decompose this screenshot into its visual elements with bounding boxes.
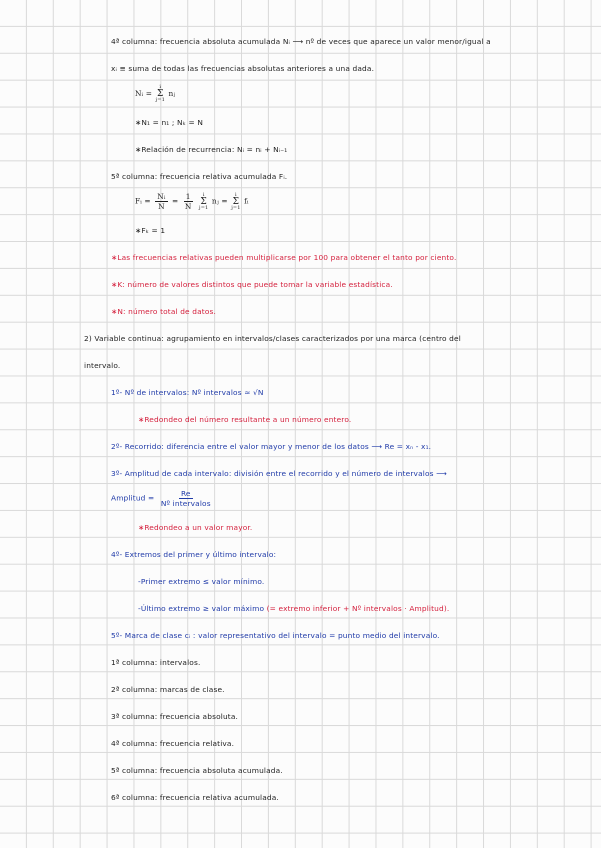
- summation: [231, 193, 240, 211]
- step-3-amplitude: 3º- Amplitud de cada intervalo: división entre el recorrido y el número de intervalos ⟶: [111, 469, 447, 478]
- note-round-integer: ∗Redondeo del número resultante a un número entero.: [138, 415, 352, 424]
- sum-top: i: [235, 191, 237, 198]
- sum-bottom: j=1: [155, 97, 165, 103]
- note-n-definition: ∗N: número total de datos.: [111, 307, 216, 316]
- fraction-denominator: N: [158, 202, 165, 211]
- amplitude-lhs: Amplitud =: [111, 493, 155, 503]
- fraction-one-over-n: [183, 192, 194, 211]
- step-4-extremes: 4º- Extremos del primer y último intervalo:: [111, 550, 277, 559]
- step-2-range: 2º- Recorrido: diferencia entre el valor mayor y menor de los datos ⟶ Re = xₙ - x₁.: [111, 442, 432, 451]
- cumulative-frequency-formula: [135, 85, 176, 103]
- sum-term: fᵢ: [244, 196, 249, 206]
- fraction-numerator: Nᵢ: [157, 192, 166, 201]
- note-percentage: ∗Las frecuencias relativas pueden multiplicarse por 100 para obtener el tanto por ciento.: [111, 253, 457, 262]
- recurrence-relation: ∗Relación de recurrencia: Nᵢ = nᵢ + Nᵢ₋₁: [135, 145, 288, 154]
- sum-sign: Σ: [232, 196, 240, 207]
- sum-sign: Σ: [200, 196, 207, 207]
- fraction-denominator: Nº intervalos: [160, 499, 211, 508]
- column-list-item: 4ª columna: frecuencia relativa.: [111, 739, 235, 748]
- column-5-description: 5ª columna: frecuencia relativa acumulada Fᵢ.: [111, 172, 288, 181]
- amplitude-fraction: [159, 489, 213, 508]
- column-4-description: 4ª columna: frecuencia absoluta acumulada Nᵢ ⟶ nº de veces que aparece un valor menor/igual a: [111, 37, 491, 46]
- equals-sign: =: [172, 196, 179, 206]
- note-round-up: ∗Redondeo a un valor mayor.: [138, 523, 253, 532]
- sum-bottom: j=1: [231, 204, 241, 211]
- fraction-denominator: N: [184, 202, 192, 211]
- fk-equals-one: ∗Fₖ = 1: [135, 226, 166, 235]
- column-list-item: 1ª columna: intervalos.: [111, 658, 201, 667]
- sum-top: i: [202, 191, 205, 198]
- summation: [199, 193, 208, 211]
- fraction-ni-over-n: [155, 192, 167, 211]
- sum-term: nⱼ =: [211, 196, 228, 206]
- column-4-description-cont: xᵢ ≡ suma de todas las frecuencias absolutas anteriores a una dada.: [111, 64, 375, 73]
- column-list-item: 3ª columna: frecuencia absoluta.: [111, 712, 239, 721]
- summation: [156, 85, 165, 103]
- formula-lhs: Nᵢ =: [135, 89, 153, 98]
- fraction-numerator: Re: [180, 489, 191, 498]
- section-continuous-variable: 2) Variable continua: agrupamiento en intervalos/clases caracterizados por una marca (centro del: [84, 334, 461, 343]
- note-k-definition: ∗K: número de valores distintos que puede tomar la variable estadística.: [111, 280, 393, 289]
- step-5-class-mark: 5º- Marca de clase cᵢ : valor representativo del intervalo = punto medio del intervalo.: [111, 631, 440, 640]
- formula-lhs: Fᵢ =: [135, 196, 151, 206]
- column-list-item: 5ª columna: frecuencia absoluta acumulada.: [111, 766, 283, 775]
- sum-sign: Σ: [157, 89, 164, 99]
- boundary-conditions: ∗N₁ = n₁ ; Nₖ = N: [135, 118, 204, 127]
- amplitude-formula: [111, 489, 215, 508]
- fraction-numerator: 1: [185, 192, 191, 201]
- sum-term: nⱼ: [168, 89, 176, 98]
- last-extreme-note: (= extremo inferior + Nº intervalos · Amplitud).: [264, 604, 450, 613]
- first-extreme: -Primer extremo ≤ valor mínimo.: [138, 577, 265, 586]
- step-1-number-of-intervals: 1º- Nº de intervalos: Nº intervalos ≈ √N: [111, 388, 264, 397]
- last-extreme-main: -Último extremo ≥ valor máximo: [138, 604, 265, 613]
- sum-bottom: j=1: [199, 204, 209, 211]
- last-extreme: [138, 604, 449, 614]
- column-list-item: 6ª columna: frecuencia relativa acumulada.: [111, 793, 279, 802]
- section-continuous-variable-cont: intervalo.: [84, 361, 121, 370]
- relative-cumulative-formula: [135, 192, 249, 211]
- column-list-item: 2ª columna: marcas de clase.: [111, 685, 225, 694]
- sum-top: i: [159, 84, 162, 90]
